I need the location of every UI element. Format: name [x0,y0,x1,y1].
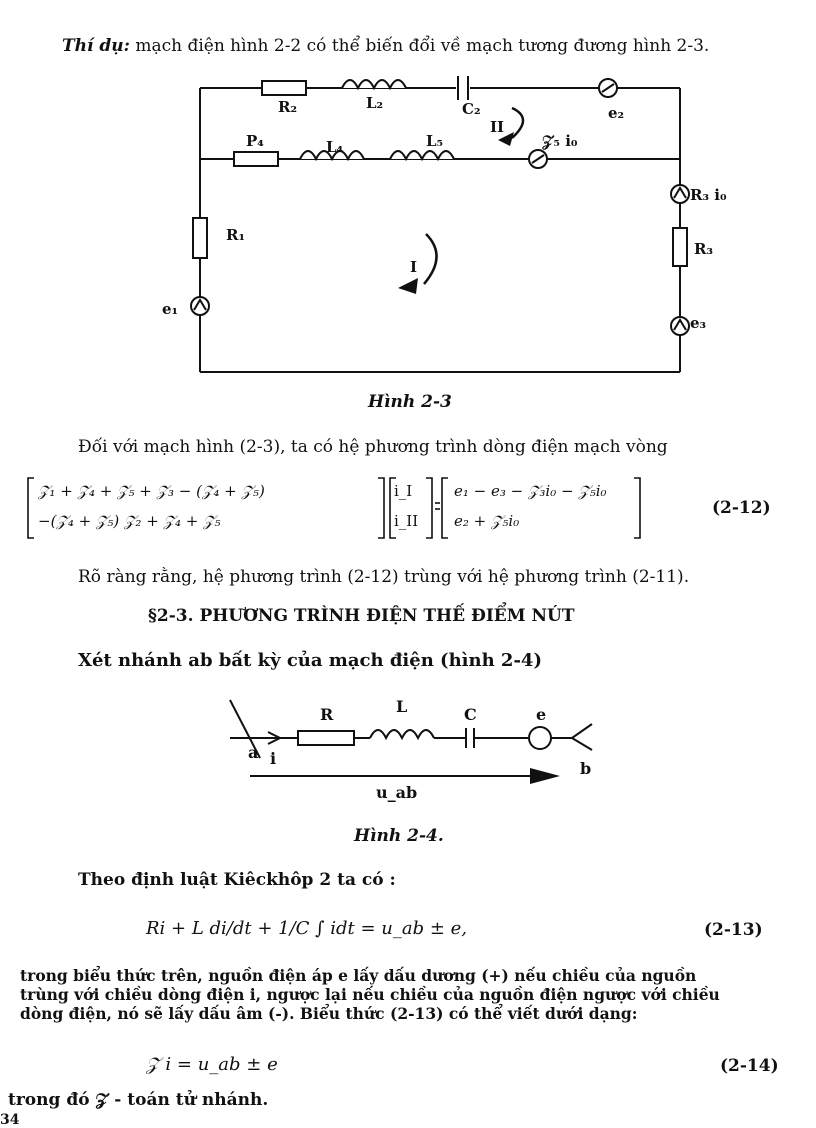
label-L: L [396,697,408,716]
sign-rule-line-2: trùng với chiều dòng điện i, ngược lại nếu chiều của nguồn điện ngược với chiều [20,985,720,1004]
label-e3: e₃ [690,314,707,332]
label-loop-II: II [490,118,505,136]
resistor-R4 [234,152,278,166]
label-L5: L₅ [426,132,444,150]
equation-2-13: Ri + L di/dt + 1/C ∫ idt = u_ab ± e, [146,918,468,939]
label-L4: L₄ [326,138,344,156]
paragraph-mesh-intro: Đối với mạch hình (2-3), ta có hệ phương trình dòng điện mạch vòng [78,437,668,457]
rhs-row-1: e₁ − e₃ − 𝒵₃i₀ − 𝒵₅i₀ [454,482,607,500]
label-b: b [580,759,592,778]
resistor-R2 [262,81,306,95]
label-Z5i0: 𝒵₅ i₀ [542,132,578,150]
label-uab: u_ab [376,783,418,802]
label-e: e [536,705,547,724]
section-heading: §2-3. PHƯƠNG TRÌNH ĐIỆN THẾ ĐIỂM NÚT [148,606,575,626]
equation-number-2-14: (2-14) [720,1056,779,1076]
paragraph-branch-operator: trong đó 𝒵 - toán tử nhánh. [8,1090,269,1110]
inductor-L2 [342,80,406,88]
label-C2: C₂ [462,100,481,118]
paragraph-sign-rule [20,966,790,1023]
paragraph-kirchhoff: Theo định luật Kiêckhôp 2 ta có : [78,870,396,890]
label-R3i0: R₃ i₀ [690,186,727,204]
label-a: a [248,743,259,762]
equation-number-2-13: (2-13) [704,920,763,940]
equation-number-2-12: (2-12) [712,498,771,518]
paragraph-branch-ab: Xét nhánh ab bất kỳ của mạch điện (hình 2-4) [78,650,542,671]
label-e1: e₁ [162,300,179,318]
vector-iI: i_I [394,482,413,500]
sign-rule-line-3: dòng điện, nó sẽ lấy dấu âm (-). Biểu thức (2-13) có thể viết dưới dạng: [20,1004,638,1023]
figure-2-4-caption: Hình 2-4. [354,826,444,846]
resistor-R1 [193,218,207,258]
label-R: R [320,705,334,724]
intro-text: mạch điện hình 2-2 có thể biến đổi về mạch tương đương hình 2-3. [129,36,710,56]
inductor-L5 [390,151,454,159]
label-L2: L₂ [366,94,384,112]
label-loop-I: I [410,258,418,276]
intro-prefix: Thí dụ: [62,36,130,56]
label-P4: P₄ [246,132,264,150]
intro-line [62,36,709,56]
matrix-row-1: 𝒵₁ + 𝒵₄ + 𝒵₅ + 𝒵₃ − (𝒵₄ + 𝒵₅) [38,482,265,500]
loop-I-arrow [424,234,437,284]
figure-2-3-caption: Hình 2-3 [368,392,452,412]
page-number: 34 [0,1112,20,1128]
label-R2: R₂ [278,98,298,116]
resistor-R3 [673,228,687,266]
equation-2-14: 𝒵 i = u_ab ± e [146,1054,278,1075]
label-i: i [270,749,277,768]
label-e2: e₂ [608,104,625,122]
label-R1: R₁ [226,226,246,244]
sign-rule-line-1: trong biểu thức trên, nguồn điện áp e lấy dấu dương (+) nếu chiều của nguồn [20,966,697,985]
circuit-figure-2-3 [150,62,730,382]
vector-iII: i_II [394,512,419,530]
label-C: C [464,705,477,724]
loop-II-arrow [512,108,523,138]
label-R3: R₃ [694,240,714,258]
paragraph-conclusion: Rõ ràng rằng, hệ phương trình (2-12) trùng với hệ phương trình (2-11). [78,567,690,587]
matrix-row-2: −(𝒵₄ + 𝒵₅) 𝒵₂ + 𝒵₄ + 𝒵₅ [38,512,221,530]
branch-figure-2-4 [220,680,620,810]
rhs-row-2: e₂ + 𝒵₅i₀ [454,512,520,530]
